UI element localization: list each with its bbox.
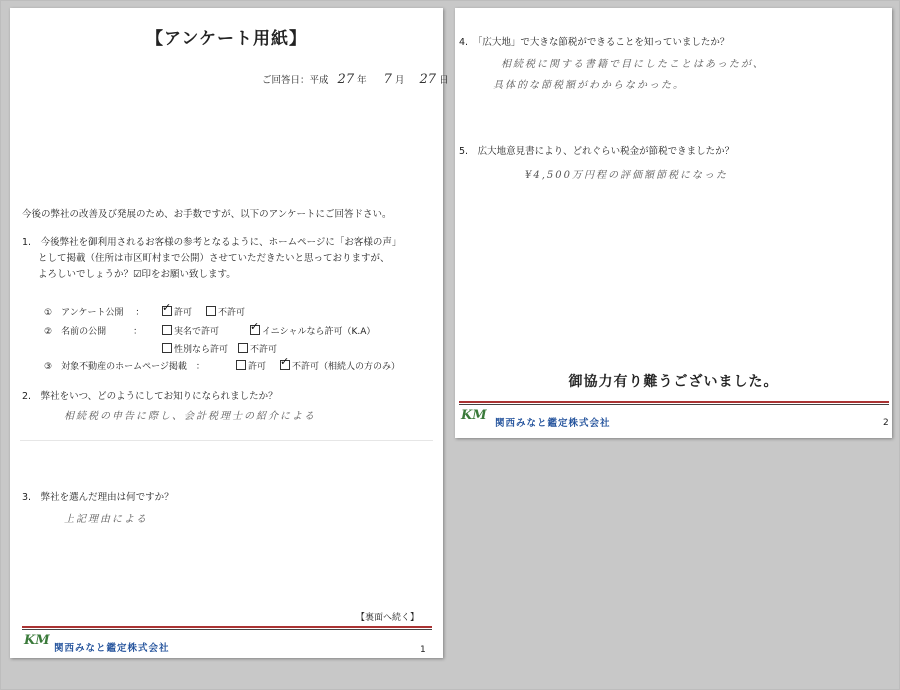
thank-you-message: 御協力有り難うございました。	[568, 374, 779, 390]
survey-page-2	[455, 8, 892, 438]
question-3-answer: 上記理由による	[64, 514, 148, 525]
checkbox-gender[interactable]	[162, 342, 228, 355]
footer-rule-thin	[459, 404, 889, 405]
answer-date-day: 27	[419, 72, 437, 87]
question-2-answer: 相続税の申告に際し、会計税理士の紹介による	[64, 411, 316, 422]
answer-date-day-unit: 日	[439, 75, 449, 86]
checkbox-checked-icon	[250, 325, 260, 335]
checkbox-property-deny[interactable]	[280, 359, 400, 372]
question-4: 4. 「広大地」で大きな節税ができることを知っていましたか？	[459, 37, 730, 48]
checkbox-survey-allow[interactable]	[162, 305, 192, 318]
checkbox-name-deny[interactable]	[238, 342, 277, 355]
company-logo: KM	[461, 408, 487, 423]
checkbox-initials[interactable]	[250, 324, 375, 337]
page-number: 1	[420, 645, 426, 655]
question-4-answer-line-1: 相続税に関する書籍で目にしたことはあったが、	[501, 59, 765, 70]
footer-rule-thin	[22, 629, 432, 630]
answer-date-year: 27	[337, 72, 355, 87]
checkbox-property-allow-label: 許可	[248, 362, 267, 372]
question-2: 2. 弊社をいつ、どのようにしてお知りになられましたか？	[22, 391, 278, 402]
checkbox-icon	[162, 325, 172, 335]
question-1-line-3: よろしいでしょうか？☑印をお願い致します。	[38, 269, 236, 280]
question-5-answer: ¥4,500万円程の評価額節税になった	[525, 170, 728, 181]
option-property-publish-label: ③ 対象不動産のホームページ掲載 ：	[44, 362, 205, 372]
checkbox-real-name-label: 実名で許可	[174, 327, 220, 337]
answer-date	[262, 72, 449, 87]
answer-date-year-unit: 年	[357, 75, 367, 86]
checkbox-real-name[interactable]	[162, 324, 219, 337]
question-4-answer-line-2: 具体的な節税額がわからなかった。	[493, 80, 685, 91]
company-name: 関西みなと鑑定株式会社	[54, 643, 170, 654]
question-5: 5. 広大地意見書により、どれぐらい税金が節税できましたか？	[459, 146, 735, 157]
question-3: 3. 弊社を選んだ理由は何ですか？	[22, 492, 174, 503]
company-logo: KM	[24, 633, 50, 648]
option-name-publish-label: ② 名前の公開 ：	[44, 327, 143, 337]
checkbox-icon	[206, 306, 216, 316]
checkbox-icon	[162, 343, 172, 353]
company-name: 関西みなと鑑定株式会社	[495, 418, 611, 429]
answer-date-month-unit: 月	[394, 75, 405, 86]
checkbox-property-allow[interactable]	[236, 359, 266, 372]
checkbox-survey-deny[interactable]	[206, 305, 245, 318]
checkbox-icon	[236, 360, 246, 370]
survey-title: 【アンケート用紙】	[146, 29, 307, 49]
answer-date-label: ご回答日：平成	[262, 75, 329, 86]
checkbox-survey-deny-label: 不許可	[218, 308, 246, 318]
checkbox-name-deny-label: 不許可	[250, 345, 278, 355]
survey-page-1	[10, 8, 449, 658]
question-1-line-2: として掲載（住所は市区町村まで公開）させていただきたいと思っておりますが、	[38, 253, 390, 264]
checkbox-gender-label: 性別なら許可	[174, 345, 229, 355]
checkbox-checked-icon	[162, 306, 172, 316]
question-1-line-1: 1. 今後弊社を御利用されるお客様の参考となるように、ホームページに「お客様の声」	[22, 237, 402, 248]
footer-rule	[22, 626, 432, 628]
intro-text: 今後の弊社の改善及び発展のため、お手数ですが、以下のアンケートにご回答ドさい。	[22, 209, 392, 220]
checkbox-initials-label: イニシャルなら許可（K.A）	[262, 327, 376, 337]
checkbox-property-deny-label: 不許可（相続人の方のみ）	[292, 362, 401, 372]
answer-date-month: 7	[383, 72, 392, 87]
option-survey-publish-label: ① アンケート公開 ：	[44, 308, 145, 318]
footer-rule	[459, 401, 889, 403]
checkbox-survey-allow-label: 許可	[174, 308, 193, 318]
page-number: 2	[883, 418, 889, 428]
page-fold-divider	[20, 440, 433, 441]
checkbox-icon	[238, 343, 248, 353]
checkbox-checked-icon	[280, 360, 290, 370]
continued-note: 【裏面へ続く】	[356, 613, 420, 623]
option-survey-publish	[44, 305, 144, 318]
